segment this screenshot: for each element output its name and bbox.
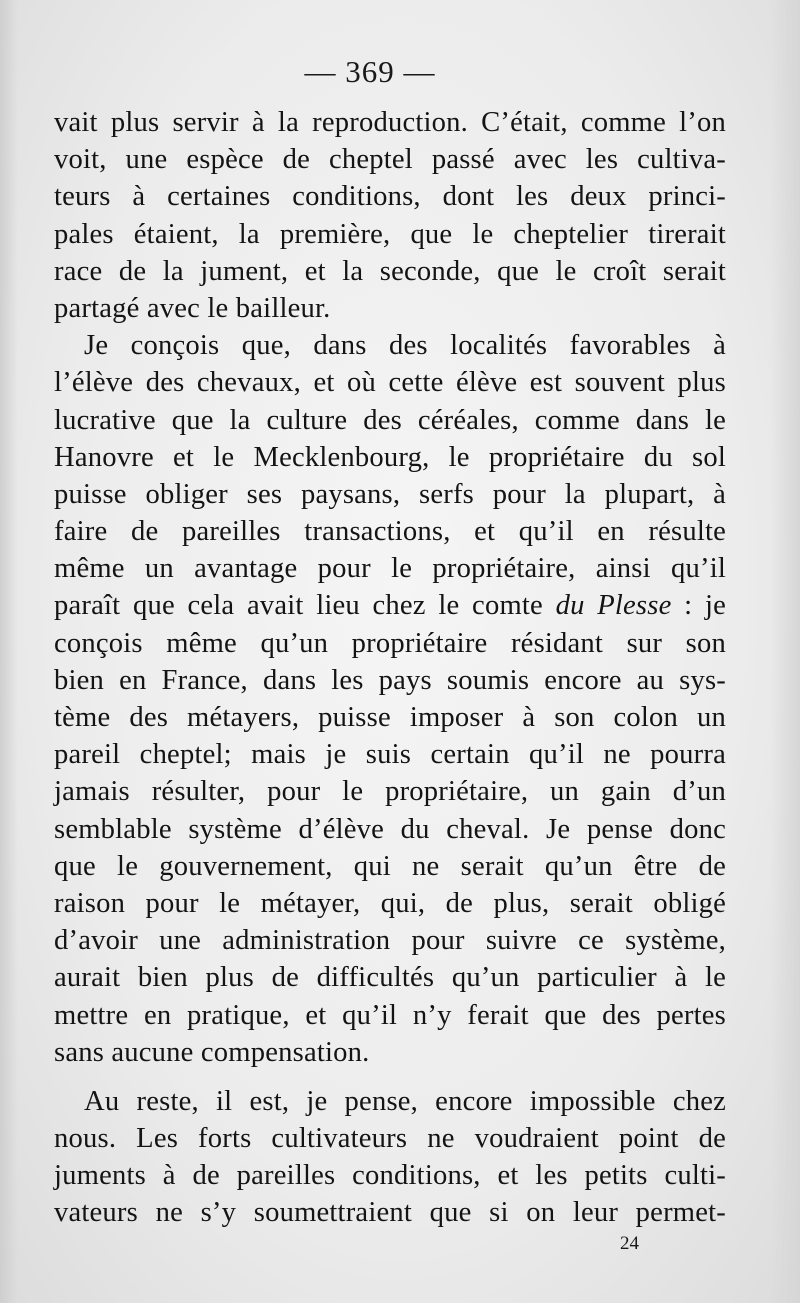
text-line: aurait bien plus de difficultés qu’un particulier à le bbox=[54, 962, 726, 994]
text-line: Je conçois que, dans des localités favorables à bbox=[84, 330, 726, 362]
text-line: mettre en pratique, et qu’il n’y ferait que des pertes bbox=[54, 999, 726, 1031]
text-line: tème des métayers, puisse imposer à son colon un bbox=[54, 702, 726, 733]
text-line: puisse obliger ses paysans, serfs pour la plupart, à bbox=[54, 478, 726, 510]
text-line: semblable système d’élève du cheval. Je pense donc bbox=[54, 813, 726, 845]
text-line: juments à de pareilles conditions, et les petits culti- bbox=[54, 1160, 726, 1192]
text-line: Au reste, il est, je pense, encore impossible chez bbox=[84, 1085, 726, 1117]
page-edge-shadow-left bbox=[0, 0, 18, 1303]
text-line: pales étaient, la première, que le cheptelier tirerait bbox=[54, 218, 726, 250]
text-line: teurs à certaines conditions, dont les deux princi- bbox=[54, 181, 726, 213]
text-line: pareil cheptel; mais je suis certain qu’il ne pourra bbox=[54, 739, 726, 771]
signature-mark: 24 bbox=[620, 1233, 639, 1254]
text-line: nous. Les forts cultivateurs ne voudraient point de bbox=[54, 1123, 726, 1155]
text-line: partagé avec le bailleur. bbox=[54, 292, 331, 324]
text-line: voit, une espèce de cheptel passé avec les cultiva- bbox=[54, 144, 726, 176]
text-line: raison pour le métayer, qui, de plus, serait obligé bbox=[54, 887, 726, 919]
page-number-header: — 369 — bbox=[304, 54, 436, 89]
text-line: vateurs ne s’y soumettraient que si on leur permet- bbox=[54, 1197, 726, 1229]
text-line: l’élève des chevaux, et où cette élève est souvent plus bbox=[54, 367, 726, 399]
text-line: vait plus servir à la reproduction. C’était, comme l’on bbox=[54, 107, 726, 138]
text-line: race de la jument, et la seconde, que le croît serait bbox=[54, 255, 726, 287]
text-line: sans aucune compensation. bbox=[54, 1036, 370, 1068]
page-edge-shadow-right bbox=[770, 0, 800, 1303]
text-line: même un avantage pour le propriétaire, ainsi qu’il bbox=[54, 553, 726, 585]
text-line: Hanovre et le Mecklenbourg, le propriétaire du sol bbox=[54, 441, 726, 473]
text-line-with-italic: paraît que cela avait lieu chez le comte du Plesse : je bbox=[54, 590, 726, 622]
paragraph-gap bbox=[54, 1071, 726, 1083]
text-line: jamais résulter, pour le propriétaire, un gain d’un bbox=[54, 776, 726, 808]
text-line: que le gouvernement, qui ne serait qu’un être de bbox=[54, 850, 726, 882]
italic-name: du Plesse bbox=[555, 590, 672, 622]
text-line: faire de pareilles transactions, et qu’il en résulte bbox=[54, 516, 726, 548]
text-line: lucrative que la culture des céréales, comme dans le bbox=[54, 404, 726, 436]
text-line: conçois même qu’un propriétaire résidant sur son bbox=[54, 627, 726, 659]
body-text bbox=[54, 104, 726, 1232]
text-line: d’avoir une administration pour suivre ce système, bbox=[54, 925, 726, 957]
text-line: bien en France, dans les pays soumis encore au sys- bbox=[54, 664, 726, 696]
